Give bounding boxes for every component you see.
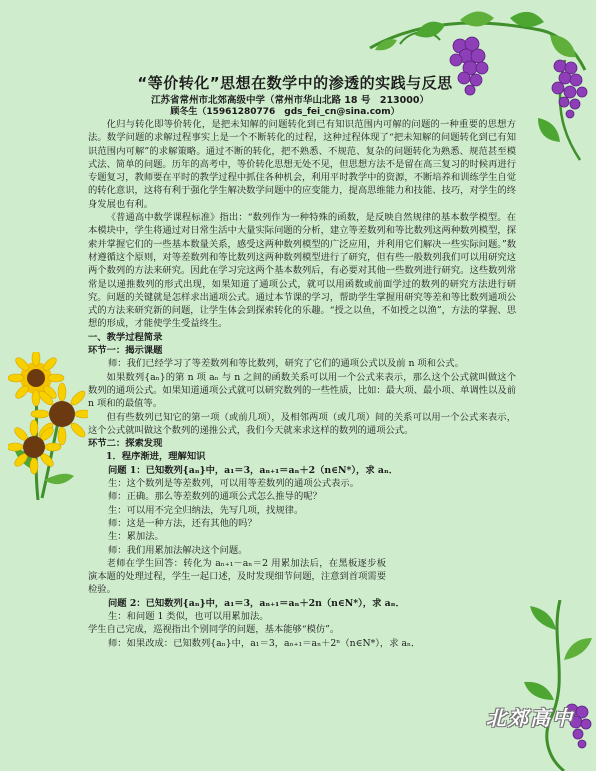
paragraph: 但有些数列已知它的第一项（或前几项），及相邻两项（或几项）间的关系可以用一个公式来表示，这个公式就叫做这个数列的递推公式，我们今天就来求这样的数列的通项公式。 [88, 411, 516, 436]
vine-icon [520, 600, 596, 771]
problem-1: 问题 1：已知数列{aₙ}中，a₁＝3，aₙ₊₁＝aₙ＋2（n∈N*），求 aₙ． [108, 464, 399, 476]
article-title: “等价转化”思想在数学中的渗透的实践与反思 [137, 74, 453, 92]
note-line: 学生自己完成，巡视指出个别同学的问题，基本能够“模仿”。 [88, 624, 340, 636]
sunflower-icon [8, 352, 88, 502]
dialog-line: 生：可以用不完全归纳法，先写几项，找规律。 [108, 504, 304, 516]
dialog-line: 师：我们已经学习了等差数列和等比数列，研究了它们的通项公式以及前 n 项和公式。 [108, 358, 464, 370]
article-body [88, 118, 516, 650]
dialog-line: 师：这是一种方法，还有其他的吗？ [108, 517, 257, 529]
step-heading: 1．程序渐进，理解知识 [106, 451, 206, 463]
dialog-line: 师：我们用累加法解决这个问题。 [108, 544, 248, 556]
dialog-line: 师：正确。那么等差数列的通项公式怎么推导的呢？ [108, 491, 322, 503]
author-affiliation: 江苏省常州市北郊高级中学（常州市华山北路 18 号 213000） [151, 95, 429, 106]
dialog-line: 生：和问题 1 类似，也可以用累加法。 [108, 610, 269, 622]
dialog-line: 生：累加法。 [108, 531, 164, 543]
problem-3: 师：如果改成：已知数列{aₙ}中，a₁＝3，aₙ₊₁＝aₙ＋2ⁿ（n∈N*），求 aₙ． [108, 637, 421, 649]
author-line: 顾冬生（15961280776 gds_fei_cn@sina.com） [170, 107, 400, 117]
paragraph: 老师在学生回答：转化为 aₙ₊₁－aₙ＝2 用累加法后，在黑板逐步板演本题的处理过程，学生一起口述，及时发现细节问题，注意到首项需要检验。 [88, 557, 386, 596]
subsection-heading: 环节一：揭示课题 [88, 345, 163, 357]
subsection-heading: 环节二：探索发现 [88, 438, 163, 450]
watermark: 北郊高中 [486, 706, 574, 730]
section-heading: 一、教学过程简录 [88, 331, 163, 343]
paragraph: 《普通高中数学课程标准》指出：“数列作为一种特殊的函数，是反映自然规律的基本数学模型。在本模块中，学生将通过对日常生活中大量实际问题的分析，建立等差数列和等比数列这两种数列模型，探索并掌握它们的一些基本数量关系，感受这两种数列模型的广泛应用，并利用它们解决一些实际问题。”数材遵循这个原则，对等差数列和等比数列这两种数列模型进行了研究，但有些一般数列我们可以用研究这两个数列的方法来研究。因此在学习完这两个基本数列后，有必要对其他一些数列进行研究。这些数列常常是以递推数列的形式出现，如果知道了通项公式，就可以用函数或前面学过的数列的研究方法进行研究。问题的关键就是怎样求出通项公式。通过本节课的学习，帮助学生掌握用研究等差和等比数列通项公式的方法来研究新的问题，让学生体会到探索转化的乐趣。“授之以鱼，不如授之以渔”，方法的掌握、思想的形成，才能使学生受益终生。 [88, 212, 516, 330]
dialog-line: 生：这个数列是等差数列，可以用等差数列的通项公式表示。 [108, 478, 360, 490]
paragraph: 如果数列{aₙ}的第 n 项 aₙ 与 n 之间的函数关系可以用一个公式来表示，那么这个公式就叫做这个数列的通项公式。如果知道通项公式就可以研究数列的一些性质，比如：最大项、最小项、单调性以及前 n 项和的最值等。 [88, 371, 516, 410]
problem-2: 问题 2：已知数列{aₙ}中，a₁＝3，aₙ₊₁＝aₙ＋2n（n∈N*），求 aₙ． [108, 597, 405, 609]
paragraph: 化归与转化即等价转化，是把未知解的问题转化到已有知识范围内可解的问题的一种重要的思想方法。数学问题的求解过程事实上是一个不断转化的过程，这种过程体现了“把未知解的问题转化到已有知识范围内可解”的求解策略。通过不断的转化，把不熟悉、不规范、复杂的问题转化为熟悉、规范甚至模式法、简单的问题。历年的高考中，等价转化思想无处不见，但思想方法不是留在高三复习的时候再进行专题复习，教师要在平时的教学过程中抓住各种机会，利用平时教学中的资源，不断培养和训练学生自觉的转化意识，这将有利于强化学生解决数学问题中的应变能力，提高思维能力和技能、技巧，对学生的终身发展也有利。 [88, 119, 516, 210]
